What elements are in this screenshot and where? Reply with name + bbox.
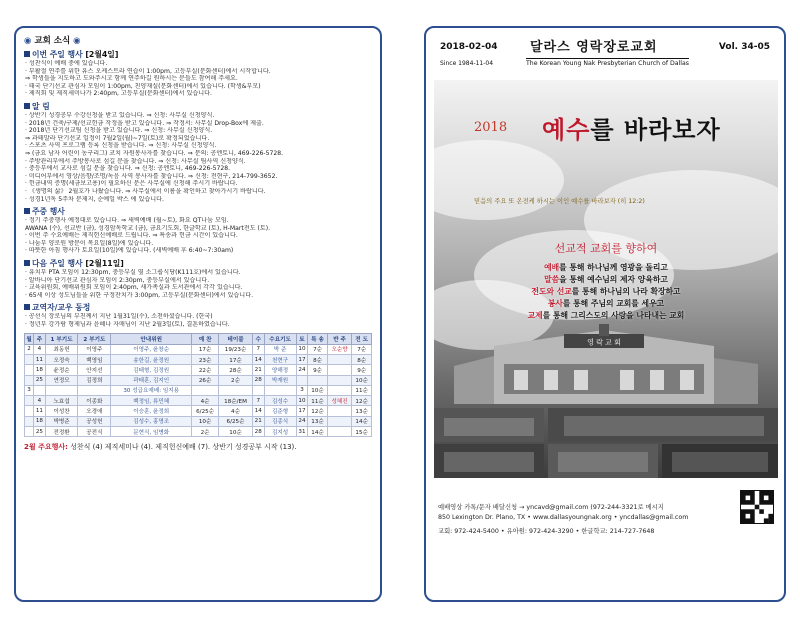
table-row bbox=[25, 406, 372, 416]
building-sign: 영 락 교 회 bbox=[587, 338, 621, 347]
table-cell: 17 bbox=[296, 406, 308, 416]
volume: Vol. 34-05 bbox=[718, 42, 770, 52]
news-item: · 미디어부에서 영상/음향/조명/녹음 사역 봉사자를 찾습니다. ⇒ 신청: 전현구, 214-799-3652. bbox=[25, 172, 278, 180]
news-section bbox=[24, 302, 372, 328]
table-header-cell: 토 bbox=[296, 333, 308, 344]
table-header-cell: 수요기도 bbox=[264, 333, 296, 344]
table-header-cell: 1 부기도 bbox=[45, 333, 78, 344]
table-cell: 17순 bbox=[219, 354, 253, 364]
table-cell: 14 bbox=[252, 354, 264, 364]
table-cell: 백정임, 류민혜 bbox=[111, 396, 192, 406]
table-header-cell: 수 bbox=[252, 333, 264, 344]
section-date: [2월4일] bbox=[85, 50, 119, 59]
section-title: 이번 주일 행사 bbox=[32, 50, 83, 59]
table-cell: 연정모 bbox=[45, 375, 78, 385]
table-cell bbox=[327, 365, 352, 375]
mission-text: 를 통해 주님의 교회를 세우고 bbox=[562, 299, 665, 308]
table-cell: 9순 bbox=[352, 365, 372, 375]
table-cell: 이승훈, 윤정희 bbox=[111, 406, 192, 416]
table-cell: 3 bbox=[25, 385, 34, 395]
table-cell bbox=[296, 375, 308, 385]
table-cell: 28순 bbox=[219, 365, 253, 375]
table-cell bbox=[264, 385, 296, 395]
table-cell: 12순 bbox=[308, 406, 328, 416]
news-item: AWANA (수), 선교반 (금), 성경암독학교 (금), 금요기도회, 한글학교 (토), H-Mart전도 (토). bbox=[25, 224, 271, 232]
bullet-icon: ◉ bbox=[73, 36, 81, 46]
square-bullet-icon bbox=[24, 51, 30, 57]
table-row bbox=[25, 365, 372, 375]
table-cell: 14순 bbox=[308, 427, 328, 437]
table-cell bbox=[25, 427, 34, 437]
table-cell bbox=[25, 406, 34, 416]
table-cell: 2 bbox=[25, 344, 34, 354]
table-cell: 10 bbox=[296, 344, 308, 354]
qr-code-icon bbox=[740, 490, 774, 524]
table-cell: 14순 bbox=[352, 416, 372, 426]
table-row bbox=[25, 385, 372, 395]
table-cell: 백영임 bbox=[78, 354, 111, 364]
table-cell bbox=[252, 385, 264, 395]
table-cell: 3 bbox=[296, 385, 308, 395]
table-header-cell: 반 주 bbox=[327, 333, 352, 344]
cover-banner bbox=[434, 80, 778, 478]
since-date: Since 1984-11-04 bbox=[440, 60, 494, 67]
table-cell: 10순 bbox=[219, 427, 253, 437]
table-cell: 10 bbox=[296, 396, 308, 406]
cover-panel bbox=[424, 26, 786, 602]
table-cell: 7순 bbox=[308, 344, 328, 354]
news-section bbox=[24, 206, 372, 255]
table-header-cell: 주 bbox=[34, 333, 46, 344]
news-item: · 제직회 및 제직세미나가 2:40pm, 고등부실(문화센터)에서 있습니다. bbox=[25, 90, 212, 98]
table-cell: 18순/EM bbox=[219, 396, 253, 406]
contact-line: 교회: 972-424-5400 • 유아원: 972-424-3290 • 한글학교: 214-727-7648 bbox=[438, 528, 655, 535]
news-item: · 태국 단기선교 관심자 모임이 1:00pm, 친양재실(문화센터)에서 있습니다. (학생&부모) bbox=[25, 82, 261, 90]
table-cell: 25 bbox=[34, 427, 46, 437]
table-row bbox=[25, 396, 372, 406]
news-item: · 따뜻한 아침 행사가 토요일(10일)에 있습니다. (새벽예배 후 6:40~7:30am) bbox=[25, 247, 234, 255]
mission-keyword: 전도와 선교 bbox=[531, 287, 572, 296]
table-header-cell: 예 찬 bbox=[192, 333, 219, 344]
table-cell: 김지성 bbox=[264, 427, 296, 437]
table-cell: 19/23순 bbox=[219, 344, 253, 354]
table-cell bbox=[327, 416, 352, 426]
section-title: 교역자/교우 동정 bbox=[32, 303, 91, 313]
table-cell: 21 bbox=[252, 365, 264, 375]
table-cell: 11 bbox=[34, 354, 46, 364]
mission-line bbox=[434, 286, 778, 297]
square-bullet-icon bbox=[24, 208, 30, 214]
table-cell: 14 bbox=[252, 406, 264, 416]
news-title: ◉ 교회 소식 ◉ bbox=[24, 36, 81, 46]
table-cell: 공전식 bbox=[78, 427, 111, 437]
table-cell bbox=[78, 385, 111, 395]
table-cell: 6/25순 bbox=[192, 406, 219, 416]
section-title: 알 림 bbox=[32, 101, 50, 111]
table-cell: 오경애 bbox=[78, 406, 111, 416]
table-cell bbox=[25, 416, 34, 426]
mission-text: 를 통해 하나님께 영광을 돌리고 bbox=[559, 263, 668, 272]
mission-text: 을 통해 예수님의 제자 양육하고 bbox=[559, 275, 668, 284]
table-cell bbox=[327, 427, 352, 437]
table-cell bbox=[327, 406, 352, 416]
mission-line bbox=[434, 298, 778, 309]
news-item: · 주방관리부에서 주방봉사로 섬길 분을 찾습니다. ⇒ 신청: 사무실 팀사역 신청양식. bbox=[25, 157, 246, 165]
table-row bbox=[25, 416, 372, 426]
table-cell: 4 bbox=[34, 344, 46, 354]
table-cell: 13순 bbox=[308, 416, 328, 426]
table-header-cell: 전 도 bbox=[352, 333, 372, 344]
news-item: · 《생명의 삶》 2월호가 나왔습니다. ⇒ 사무실에서 이름을 확인하고 찾아가시기 바랍니다. bbox=[25, 187, 266, 195]
table-cell bbox=[308, 375, 328, 385]
news-item: · 유치부 PTA 모임이 12:30pm, 중등부실 옆 소그룹식당(K111호)에서 있습니다. bbox=[25, 269, 241, 277]
table-cell: 17순 bbox=[192, 344, 219, 354]
news-item: ⇒ (금요 남자 어린이 농구리그) 코치 자원봉사자를 찾습니다. ⇒ 문의: 공엔토니, 469-226-5728. bbox=[25, 149, 284, 157]
table-cell: 곽태훈, 김지인 bbox=[111, 375, 192, 385]
news-item: · 성찬식이 예배 중에 있습니다. bbox=[25, 60, 108, 67]
table-cell: 4 bbox=[34, 396, 46, 406]
section-heading bbox=[24, 258, 372, 269]
section-heading bbox=[24, 49, 372, 60]
church-name-en: The Korean Young Nak Presbyterian Church of Dallas bbox=[526, 60, 689, 67]
contact-line: 850 Lexington Dr. Plano, TX • www.dallasyoungnak.org • yncdallas@gmail.com bbox=[438, 514, 689, 521]
table-cell bbox=[34, 385, 46, 395]
table-cell: 박재원 bbox=[264, 375, 296, 385]
congregation-photos bbox=[434, 408, 778, 478]
table-header-cell: 테이블 bbox=[219, 333, 253, 344]
table-cell: 오정숙 bbox=[45, 354, 78, 364]
table-cell: 이종화 bbox=[78, 396, 111, 406]
mission-text: 를 통해 그리스도의 사랑을 나타내는 교회 bbox=[542, 311, 685, 320]
news-item: · 정년부 강가람 형제님과 윤혜나 자매님이 지난 2월3일(토), 결혼하였습니다. bbox=[25, 321, 230, 329]
news-item: · 헌금내역 증명(세금보고용)이 필요하신 분은 사무실에 신청해 주시기 바랍니다. bbox=[25, 180, 238, 188]
table-cell bbox=[25, 354, 34, 364]
table-cell: 전정환 bbox=[45, 427, 78, 437]
section-heading bbox=[24, 206, 372, 217]
mission-line bbox=[434, 274, 778, 285]
table-header-cell: 특 송 bbox=[308, 333, 328, 344]
theme-verse: 믿음의 주요 또 온전케 하시는 이인 예수를 바라보자 (히 12:2) bbox=[474, 198, 645, 205]
table-cell: 18 bbox=[34, 365, 46, 375]
table-cell bbox=[192, 385, 219, 395]
table-cell bbox=[25, 396, 34, 406]
square-bullet-icon bbox=[24, 103, 30, 109]
news-item: · 이번 주 수요예배는 제직헌신예배로 드립니다. ⇒ 특송과 헌금 시간이 있습니다. bbox=[25, 232, 238, 240]
table-cell: 9순 bbox=[308, 365, 328, 375]
news-item: · 65세 이상 성도님들을 위한 구정잔치가 3:00pm, 고등부실(문화센터)에서 있습니다. bbox=[25, 291, 254, 299]
news-item: ⇒ 학생들을 지도하고 도와주시고 함께 연주하길 원하시는 분들도 참여해 주세요. bbox=[25, 75, 238, 83]
table-cell: 21 bbox=[252, 416, 264, 426]
mission-heading: 선교적 교회를 향하여 bbox=[554, 242, 658, 255]
bulletin-date: 2018-02-04 bbox=[440, 42, 498, 52]
table-cell: 박병준 bbox=[45, 416, 78, 426]
church-name: 달라스 영락장로교회 bbox=[530, 40, 658, 55]
table-cell: 노효섭 bbox=[45, 396, 78, 406]
schedule-table bbox=[24, 333, 372, 438]
table-cell: 6/25순 bbox=[219, 416, 253, 426]
mission-keyword: 예배 bbox=[544, 263, 560, 272]
table-cell: 17 bbox=[296, 354, 308, 364]
mission-keyword: 봉사 bbox=[547, 299, 563, 308]
news-section bbox=[24, 101, 372, 203]
table-header-cell: 월 bbox=[25, 333, 34, 344]
table-cell: 2순 bbox=[192, 427, 219, 437]
table-cell: 이영주, 윤창순 bbox=[111, 344, 192, 354]
mission-text: 를 통해 하나님의 나라 확장하고 bbox=[571, 287, 681, 296]
table-row bbox=[25, 344, 372, 354]
section-heading bbox=[24, 101, 372, 112]
cover-header bbox=[426, 28, 784, 76]
table-cell: 김정희 bbox=[78, 375, 111, 385]
table-header-cell: 안내위원 bbox=[111, 333, 192, 344]
table-cell: 11순 bbox=[308, 396, 328, 406]
table-cell: 26순 bbox=[192, 375, 219, 385]
table-cell bbox=[25, 365, 34, 375]
table-header-row bbox=[25, 333, 372, 344]
table-cell: 송한길, 윤정원 bbox=[111, 354, 192, 364]
table-cell: 김종식 bbox=[264, 416, 296, 426]
table-cell bbox=[327, 375, 352, 385]
table-cell: 8순 bbox=[352, 354, 372, 364]
table-cell: 박 준 bbox=[264, 344, 296, 354]
table-row bbox=[25, 354, 372, 364]
mission-keyword: 말씀 bbox=[544, 275, 560, 284]
table-cell: 12순 bbox=[352, 396, 372, 406]
news-item: · 알바니아 단기선교 관심자 모임이 2:30pm, 중등부실에서 있습니다. bbox=[25, 276, 210, 284]
table-cell: 30 성급요예배: 임지용 bbox=[111, 385, 192, 395]
section-heading bbox=[24, 302, 372, 313]
table-cell bbox=[45, 385, 78, 395]
table-cell bbox=[327, 385, 352, 395]
theme-year: 2018 bbox=[474, 120, 508, 135]
table-cell: 22순 bbox=[192, 365, 219, 375]
table-cell: 28 bbox=[252, 375, 264, 385]
table-cell: 오순향 bbox=[327, 344, 352, 354]
table-cell: 7순 bbox=[352, 344, 372, 354]
news-item: ⇒ 과테말라 단기선교 일정이 7월2일(월)~7일(토)로 확정되었습니다. bbox=[25, 134, 210, 142]
news-item: · 정기 주중행사 예정대로 있습니다. ⇒ 새벽예배 (월~토), 화요 QT나눔 모임. bbox=[25, 217, 229, 225]
table-cell: 2순 bbox=[219, 375, 253, 385]
news-item: · 스포츠 사역 프로그램 등록 신청을 받습니다. ⇒ 신청: 사무실 신청양식. bbox=[25, 142, 217, 150]
table-cell bbox=[327, 354, 352, 364]
table-cell: 김준형 bbox=[264, 406, 296, 416]
table-cell: 24 bbox=[296, 365, 308, 375]
news-item: · 2018년 단기선교팀 신청을 받고 있습니다. ⇒ 신청: 사무실 신청양식. bbox=[25, 127, 213, 135]
table-cell: 31 bbox=[296, 427, 308, 437]
table-cell: 이성찬 bbox=[45, 406, 78, 416]
table-cell: 10순 bbox=[192, 416, 219, 426]
table-cell: 문현식, 임병화 bbox=[111, 427, 192, 437]
table-cell: 11 bbox=[34, 406, 46, 416]
mission-line bbox=[434, 262, 778, 273]
table-cell: 최동헌 bbox=[45, 344, 78, 354]
table-cell: 28 bbox=[252, 427, 264, 437]
table-cell: 24 bbox=[296, 416, 308, 426]
table-cell: 23순 bbox=[192, 354, 219, 364]
news-section bbox=[24, 258, 372, 299]
theme-title: 예수를 바라보자 bbox=[542, 115, 721, 144]
news-section bbox=[24, 49, 372, 98]
news-item: · 2018년 건축/구제/선교헌금 작정을 받고 있습니다. ⇒ 작정서: 사무실 Drop-Box에 제출. bbox=[25, 119, 264, 127]
table-cell: 김성수 bbox=[264, 396, 296, 406]
table-body bbox=[25, 344, 372, 437]
square-bullet-icon bbox=[24, 260, 30, 266]
section-title: 다음 주일 행사 bbox=[32, 259, 83, 269]
table-cell: 8순 bbox=[308, 354, 328, 364]
table-cell: 4순 bbox=[219, 406, 253, 416]
monthly-events: 2월 주요행사: 성찬식 (4) 제직세미나 (4). 제직헌신예배 (7). 상반기 성경공부 시작 (13). bbox=[24, 443, 297, 452]
table-cell: 11순 bbox=[352, 385, 372, 395]
table-cell: 천현구 bbox=[264, 354, 296, 364]
table-cell bbox=[25, 375, 34, 385]
table-cell: 15순 bbox=[352, 427, 372, 437]
news-item: · 상반기 성경공부 수강신청을 받고 있습니다. ⇒ 신청: 사무실 신청양식. bbox=[25, 111, 215, 119]
table-cell: 13순 bbox=[352, 406, 372, 416]
table-cell: 4순 bbox=[192, 396, 219, 406]
table-cell: 안지선 bbox=[78, 365, 111, 375]
table-cell: 김태형, 김정원 bbox=[111, 365, 192, 375]
church-building-image bbox=[454, 324, 758, 404]
table-cell: 김성수, 홍명조 bbox=[111, 416, 192, 426]
news-item: · 성경1년독 5주차 문제지, 순예일 박스 에 있습니다. bbox=[25, 195, 164, 203]
section-title: 주중 행사 bbox=[32, 207, 65, 217]
mission-line bbox=[434, 310, 778, 321]
table-cell: 공성헌 bbox=[78, 416, 111, 426]
table-cell: 양해정 bbox=[264, 365, 296, 375]
table-cell: 10순 bbox=[308, 385, 328, 395]
table-cell: 25 bbox=[34, 375, 46, 385]
news-panel bbox=[14, 26, 382, 602]
table-row bbox=[25, 427, 372, 437]
news-sections bbox=[24, 49, 372, 329]
news-item: · 부활절 연주를 위한 유스 오케스트라 연습이 1:00pm, 고등부실(문화센터)에서 시작합니다. bbox=[25, 67, 271, 75]
table-cell: 7 bbox=[252, 396, 264, 406]
mission-keyword: 교제 bbox=[527, 311, 543, 320]
table-cell: 7 bbox=[252, 344, 264, 354]
table-cell: 이영주 bbox=[78, 344, 111, 354]
news-item: · 교육위원회, 예배위원회 모임이 2:40pm, 새가족실과 도서관에서 각각 있습니다. bbox=[25, 284, 243, 292]
news-item: · 중등부에서 교사로 섬길 분을 찾습니다. ⇒ 신청: 공엔토니, 469-226-5728. bbox=[25, 165, 231, 173]
table-cell: 10순 bbox=[352, 375, 372, 385]
table-cell: 18 bbox=[34, 416, 46, 426]
news-item: · 공선식 장로님의 부친께서 지난 1월31일(수), 소천하셨습니다. (한국) bbox=[25, 313, 213, 321]
contact-line: 예배영상 카톡/문자 배달신청 → yncavd@gmail.com (972-244-3321로 메시지 bbox=[438, 504, 664, 511]
table-row bbox=[25, 375, 372, 385]
news-item: · 나눔부 양로원 방문이 목요일(8일)에 있습니다. bbox=[25, 239, 154, 247]
bullet-icon: ◉ bbox=[24, 36, 32, 46]
table-cell: 윤정순 bbox=[45, 365, 78, 375]
square-bullet-icon bbox=[24, 304, 30, 310]
table-cell: 성혜진 bbox=[327, 396, 352, 406]
table-cell bbox=[219, 385, 253, 395]
table-header-cell: 2 부기도 bbox=[78, 333, 111, 344]
section-date: [2월11일] bbox=[85, 259, 124, 269]
